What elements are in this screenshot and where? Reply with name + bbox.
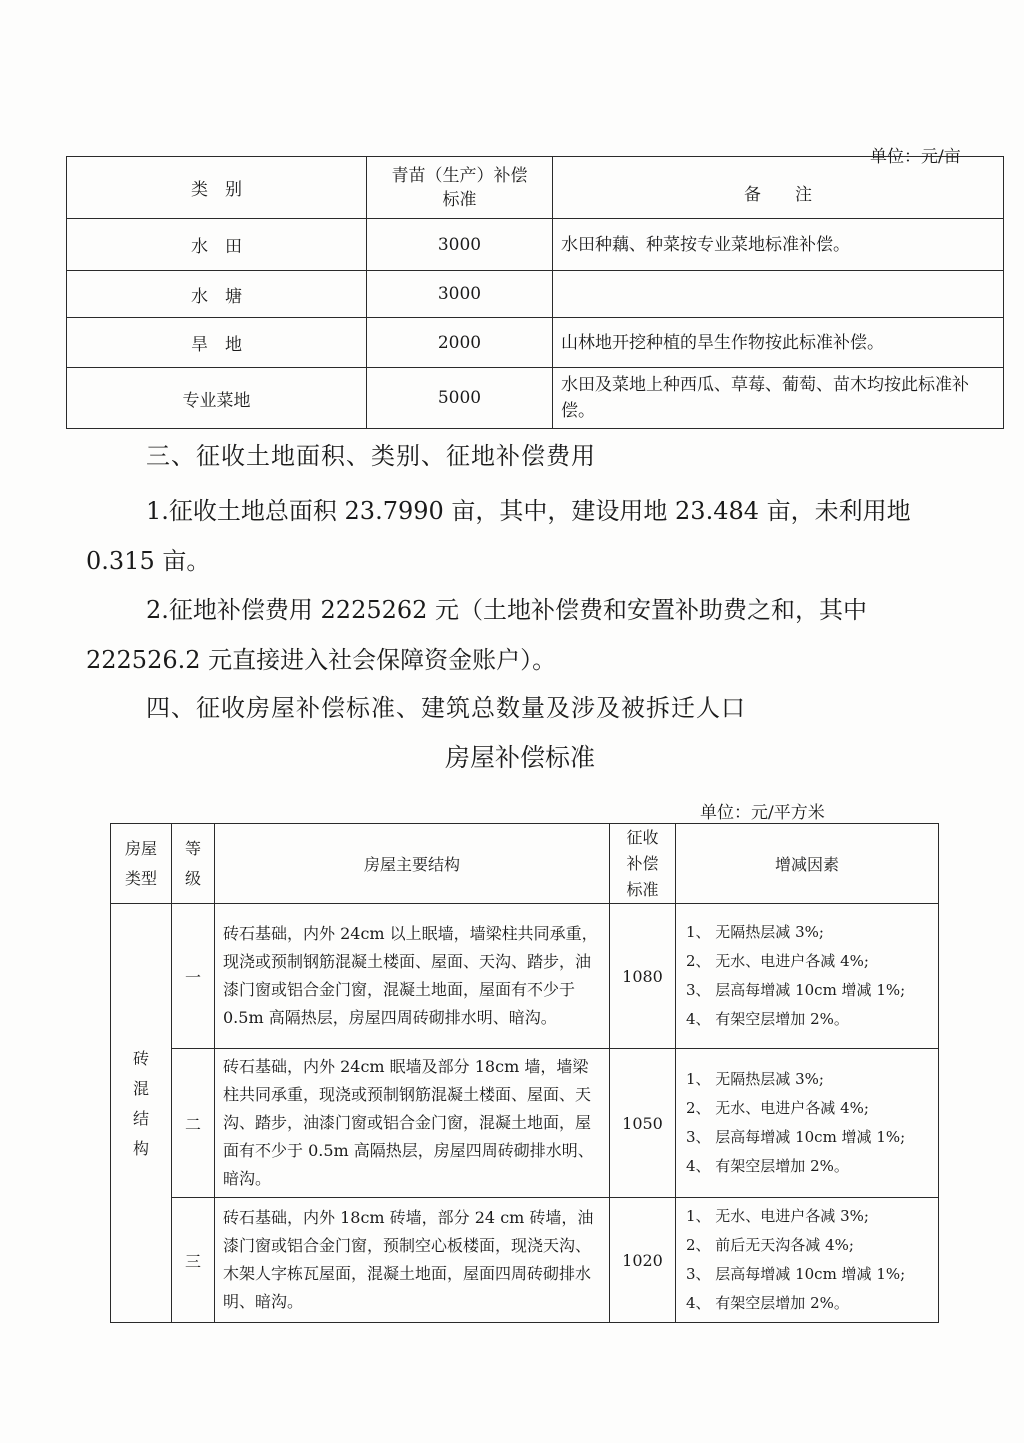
- paragraph1-line1: 1.征收土地总面积 23.7990 亩，其中，建设用地 23.484 亩，未利用地: [146, 497, 911, 525]
- factors-cell: [676, 1198, 939, 1323]
- row-type: 专业菜地: [67, 368, 367, 429]
- table-row: [111, 1198, 939, 1323]
- table1-unit: 单位：元/亩: [870, 147, 961, 167]
- table2-title: 房屋补偿标准: [445, 743, 596, 772]
- structure-cell: 砖石基础，内外 24cm 以上眠墙，墙梁柱共同承重，现浇或预制钢筋混凝土楼面、屋面、天沟、踏步，油漆门窗或铝合金门窗，混凝土地面，屋面有不少于 0.5m 高隔热层，房屋四周砖砌排水明、暗沟。: [215, 904, 610, 1049]
- row-type: 旱 地: [67, 318, 367, 368]
- section3-paragraph2: [86, 585, 986, 685]
- header-standard-text: 征收补偿标准: [626, 827, 659, 899]
- row-note: 水田及菜地上种西瓜、草莓、葡萄、苗木均按此标准补偿。: [553, 368, 1004, 429]
- header-house-type: [111, 824, 172, 904]
- table-row: [111, 904, 939, 1049]
- house-compensation-table: [110, 823, 939, 1323]
- row-value: 5000: [367, 368, 553, 429]
- structure-cell: 砖石基础，内外 24cm 眠墙及部分 18cm 墙，墙梁柱共同承重，现浇或预制钢筋混凝土楼面、屋面、天沟、踏步，油漆门窗或铝合金门窗，混凝土地面，屋面有不少于 0.5m 高隔热层，房屋四周砖砌排水明、暗沟。: [215, 1049, 610, 1198]
- section3-title: 三、征收土地面积、类别、征地补偿费用: [146, 442, 596, 470]
- row-note: 水田种藕、种菜按专业菜地标准补偿。: [553, 219, 1004, 271]
- factor-item: 1、 无水、电进户各减 3%;: [686, 1207, 869, 1225]
- house-type-cell: [111, 904, 172, 1323]
- standard-cell: 1080: [610, 904, 676, 1049]
- paragraph1-line2: 0.315 亩。: [86, 547, 211, 575]
- paragraph2-line1: 2.征地补偿费用 2225262 元（土地补偿费和安置补助费之和，其中: [146, 596, 868, 624]
- standard-cell: 1050: [610, 1049, 676, 1198]
- table-row: [67, 368, 1004, 429]
- header-structure: 房屋主要结构: [215, 824, 610, 904]
- header-house-type-text: 房屋类型: [124, 838, 157, 888]
- row-note: [553, 271, 1004, 318]
- header-factors: 增减因素: [676, 824, 939, 904]
- section3-paragraph1: [86, 486, 986, 586]
- header-note: 备 注: [553, 157, 1004, 219]
- structure-cell: 砖石基础，内外 18cm 砖墙，部分 24 cm 砖墙，油漆门窗或铝合金门窗，预制空心板楼面，现浇天沟、木架人字栋瓦屋面，混凝土地面，屋面四周砖砌排水明、暗沟。: [215, 1198, 610, 1323]
- row-note: 山林地开挖种植的旱生作物按此标准补偿。: [553, 318, 1004, 368]
- factor-item: 2、 前后无天沟各减 4%;: [686, 1236, 854, 1254]
- header-grade-text: 等级: [184, 838, 201, 888]
- house-type-text: 砖混结构: [132, 1049, 149, 1158]
- header-category: 类 别: [67, 157, 367, 219]
- table-header-row: [67, 157, 1004, 219]
- grade-cell: 二: [172, 1049, 215, 1198]
- table2-unit: 单位：元/平方米: [700, 803, 825, 823]
- factors-cell: [676, 1049, 939, 1198]
- grade-cell: 一: [172, 904, 215, 1049]
- section4-title: 四、征收房屋补偿标准、建筑总数量及涉及被拆迁人口: [146, 694, 746, 722]
- table-row: [67, 219, 1004, 271]
- header-standard-text: 青苗（生产）补偿标准: [391, 165, 528, 210]
- factor-item: 2、 无水、电进户各减 4%;: [686, 1099, 869, 1117]
- table-row: [111, 1049, 939, 1198]
- row-value: 2000: [367, 318, 553, 368]
- row-type: 水 塘: [67, 271, 367, 318]
- factors-cell: [676, 904, 939, 1049]
- row-type: 水 田: [67, 219, 367, 271]
- grade-cell: 三: [172, 1198, 215, 1323]
- header-grade: [172, 824, 215, 904]
- factor-item: 3、 层高每增减 10cm 增减 1%;: [686, 1128, 906, 1146]
- factor-item: 4、 有架空层增加 2%。: [686, 1294, 849, 1312]
- table-header-row: [111, 824, 939, 904]
- factor-item: 1、 无隔热层减 3%;: [686, 923, 824, 941]
- standard-cell: 1020: [610, 1198, 676, 1323]
- factor-item: 3、 层高每增减 10cm 增减 1%;: [686, 981, 906, 999]
- table-row: [67, 271, 1004, 318]
- factor-item: 4、 有架空层增加 2%。: [686, 1157, 849, 1175]
- paragraph2-line2: 222526.2 元直接进入社会保障资金账户）。: [86, 646, 557, 674]
- table-row: [67, 318, 1004, 368]
- header-standard: [610, 824, 676, 904]
- header-standard: [367, 157, 553, 219]
- factor-item: 3、 层高每增减 10cm 增减 1%;: [686, 1265, 906, 1283]
- seedling-compensation-table: [66, 156, 1004, 429]
- factor-item: 2、 无水、电进户各减 4%;: [686, 952, 869, 970]
- factor-item: 4、 有架空层增加 2%。: [686, 1010, 849, 1028]
- factor-item: 1、 无隔热层减 3%;: [686, 1070, 824, 1088]
- row-value: 3000: [367, 271, 553, 318]
- row-value: 3000: [367, 219, 553, 271]
